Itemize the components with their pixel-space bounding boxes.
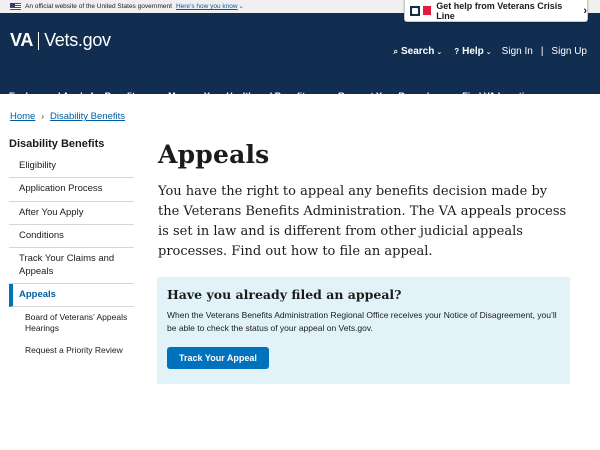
- logo-vets: Vets.gov: [44, 30, 111, 50]
- crisis-line-badge-icon: [423, 6, 432, 15]
- nav-request-records[interactable]: [338, 91, 444, 101]
- sidebar-item-appeals[interactable]: Appeals: [9, 284, 134, 307]
- utility-nav: [382, 46, 587, 57]
- breadcrumb-disability-benefits[interactable]: Disability Benefits: [50, 111, 125, 122]
- nav-label: Find VA Locations: [462, 91, 541, 101]
- nav-find-locations[interactable]: [462, 91, 540, 101]
- chevron-down-icon: ⌄: [436, 48, 443, 56]
- appeal-status-callout: [157, 277, 570, 384]
- search-button[interactable]: [394, 46, 443, 57]
- track-your-appeal-button[interactable]: Track Your Appeal: [167, 347, 269, 369]
- breadcrumb-home[interactable]: Home: [10, 111, 36, 122]
- chevron-down-icon: ⌄: [485, 48, 492, 56]
- gov-banner-text: An official website of the United States government: [25, 3, 172, 10]
- sidebar-subitem-bva-hearings[interactable]: Board of Veterans’ Appeals Hearings: [25, 312, 128, 334]
- nav-label: Explore and Apply for Benefits: [9, 91, 141, 101]
- sidebar-item-after-you-apply[interactable]: After You Apply: [9, 202, 134, 225]
- chevron-down-icon: ⌄: [438, 93, 445, 100]
- nav-explore-apply[interactable]: [9, 91, 150, 101]
- intro-paragraph: You have the right to appeal any benefits decision made by the Veterans Benefits Administration. The VA appeals process is set in law and is different from other judicial appeals processes. Find out how to file an appeal.: [158, 184, 567, 259]
- main-nav: [0, 85, 600, 107]
- breadcrumb: [10, 111, 125, 122]
- sidebar-nav: [9, 138, 134, 361]
- crisis-line-button[interactable]: [404, 0, 588, 22]
- search-icon: ⌕: [393, 46, 398, 56]
- crisis-line-logo-icon: [410, 6, 420, 16]
- sidebar-item-eligibility[interactable]: Eligibility: [9, 155, 134, 178]
- vets-gov-logo[interactable]: [10, 30, 111, 51]
- util-separator: |: [540, 46, 544, 57]
- callout-title: Have you already filed an appeal?: [167, 287, 402, 302]
- nav-manage-health[interactable]: [168, 91, 320, 101]
- chevron-right-icon: ›: [583, 4, 587, 17]
- search-label: Search: [401, 46, 435, 57]
- logo-va: VA: [10, 30, 34, 50]
- crisis-line-label: Get help from Veterans Crisis Line: [436, 0, 563, 21]
- logo-divider: [38, 32, 39, 50]
- main-content: [158, 140, 578, 262]
- nav-label: Manage Your Health and Benefits: [168, 91, 311, 101]
- help-icon: ?: [454, 47, 460, 56]
- site-header: [0, 13, 600, 101]
- chevron-down-icon[interactable]: ⌄: [238, 4, 244, 10]
- nav-label: Request Your Records: [338, 91, 435, 101]
- heres-how-you-know-link[interactable]: Here’s how you know: [175, 3, 238, 10]
- sidebar-item-application-process[interactable]: Application Process: [9, 178, 134, 201]
- sidebar-title: Disability Benefits: [9, 138, 105, 150]
- help-button[interactable]: [454, 46, 491, 57]
- us-flag-icon: [10, 3, 21, 10]
- page-title: Appeals: [158, 140, 270, 169]
- chevron-down-icon: ⌄: [314, 93, 321, 100]
- sidebar-item-conditions[interactable]: Conditions: [9, 225, 134, 248]
- sign-up-link[interactable]: Sign Up: [551, 46, 587, 57]
- help-label: Help: [462, 46, 484, 57]
- chevron-down-icon: ⌄: [144, 93, 151, 100]
- sign-in-link[interactable]: Sign In: [501, 46, 533, 57]
- sidebar-subitem-priority-review[interactable]: Request a Priority Review: [25, 344, 123, 355]
- breadcrumb-separator-icon: ›: [41, 112, 45, 121]
- callout-body: When the Veterans Benefits Administration Regional Office receives your Notice of Disagreement, you’ll be able to check the status of your appeal on Vets.gov.: [167, 310, 557, 333]
- sidebar-item-track-claims[interactable]: Track Your Claims and Appeals: [9, 248, 134, 284]
